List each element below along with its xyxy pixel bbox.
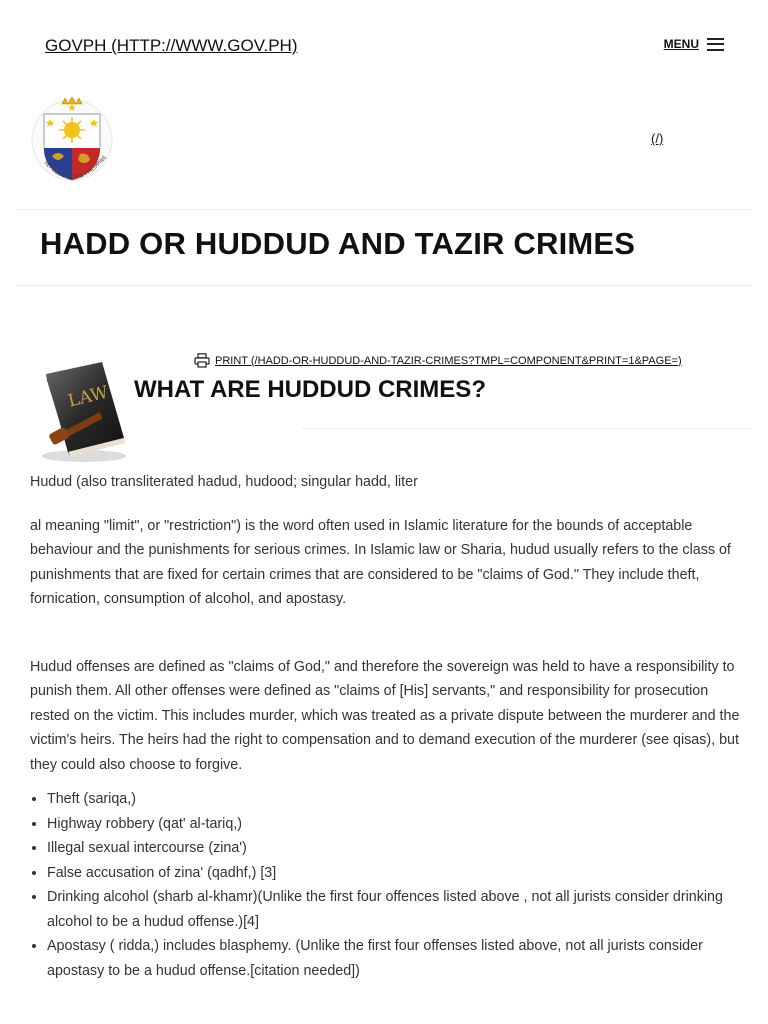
seal-caption: REPUBLIC OF THE PHILIPPINE [42, 154, 109, 182]
divider [17, 209, 751, 210]
list-item: • Highway robbery (qat' al-tariq,) [47, 812, 740, 837]
hudud-offense-list [30, 787, 740, 983]
divider [300, 428, 752, 429]
list-item: • Theft (sariqa,) [47, 787, 740, 812]
menu-button[interactable] [664, 37, 724, 51]
print-link[interactable] [194, 353, 682, 368]
list-item: • Drinking alcohol (sharb al-khamr)(Unlike the first four offences listed above , not all jurists consider drinking alcohol to be a hudud offense.)[4] [47, 885, 740, 934]
list-item: • Apostasy ( ridda,) includes blasphemy. (Unlike the first four offenses listed above, not all jurists consider apostasy to be a hudud offense.[citation needed]) [47, 934, 740, 983]
print-link-label: PRINT (/HADD-OR-HUDDUD-AND-TAZIR-CRIMES?TMPL=COMPONENT&PRINT=1&PAGE=) [215, 354, 682, 367]
printer-icon [194, 353, 210, 368]
list-item: • False accusation of zina' (qadhf,) [3] [47, 861, 740, 886]
top-bar [0, 0, 768, 90]
article-title: WHAT ARE HUDDUD CRIMES? [134, 376, 486, 403]
paragraph: Hudud (also transliterated hadud, hudood; singular hadd, liter [30, 474, 418, 490]
home-link[interactable]: (/) [651, 131, 664, 146]
list-item: • Illegal sexual intercourse (zina') [47, 836, 740, 861]
paragraph: al meaning "limit", or "restriction") is the word often used in Islamic literature for the bounds of acceptable behaviour and the punishments for serious crimes. In Islamic law or Sharia, hudud usually refers to the class of punishments that are fixed for certain crimes that are considered to be "claims of God." They include theft, fornication, consumption of alcohol, and apostasy. [30, 517, 731, 607]
paragraph: Hudud offenses are defined as "claims of God," and therefore the sovereign was held to have a responsibility to punish them. All other offenses were defined as "claims of [His] servants," and responsibility for prosecution rested on the victim. This includes murder, which was treated as a private dispute between the murderer and the victim's heirs. The heirs had the right to compensation and to demand execution of the murderer (see qisas), but they could also choose to forgive. [30, 658, 740, 773]
govph-link[interactable]: GOVPH (HTTP://WWW.GOV.PH) [45, 36, 298, 55]
philippine-seal-logo[interactable] [30, 92, 115, 190]
law-label: LAW [66, 382, 111, 412]
page-title: HADD OR HUDDUD AND TAZIR CRIMES [40, 226, 636, 261]
menu-label: MENU [663, 37, 699, 51]
law-book-image [30, 352, 134, 464]
divider [17, 285, 751, 286]
hamburger-icon [707, 38, 724, 51]
article-body [30, 470, 740, 983]
